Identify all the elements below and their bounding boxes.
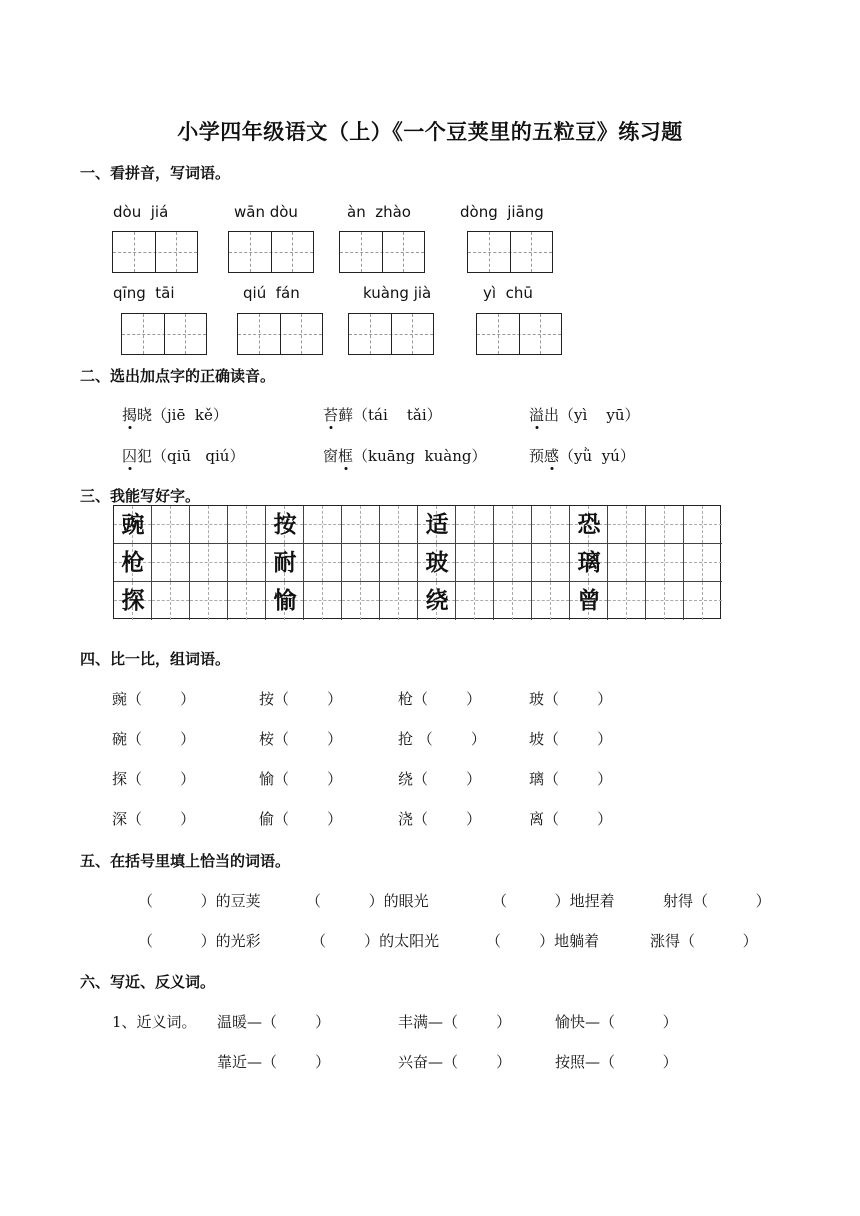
grid-cell[interactable] [380, 506, 418, 544]
grid-cell[interactable] [190, 582, 228, 620]
synonym-item: 兴奋—（ ） [398, 1053, 512, 1071]
reading-item: 预感（yǜ yú） [529, 447, 635, 465]
pinyin-label: wān dòu [234, 203, 298, 221]
model-character: 探 [121, 587, 145, 614]
grid-cell[interactable] [608, 506, 646, 544]
page-title: 小学四年级语文（上）《一个豆荚里的五粒豆》练习题 [177, 120, 683, 144]
grid-cell[interactable] [190, 544, 228, 582]
grid-cell[interactable] [646, 506, 684, 544]
compare-item: 桉（ ） [259, 730, 343, 748]
fill-item: 射得（ ） [663, 892, 771, 910]
grid-cell[interactable] [380, 582, 418, 620]
model-character: 恐 [577, 511, 601, 538]
fill-item: （ ）的眼光 [306, 892, 429, 910]
pinyin-label: qiú fán [243, 284, 300, 302]
reading-item: 窗框（kuāng kuàng） [323, 447, 487, 465]
pinyin-label: kuàng jià [363, 284, 432, 302]
grid-cell[interactable] [228, 506, 266, 544]
synonym-label: 1、近义词。 [112, 1013, 197, 1031]
grid-cell[interactable] [342, 506, 380, 544]
grid-cell[interactable] [646, 582, 684, 620]
fill-item: （ ）的太阳光 [311, 932, 440, 950]
section-5-heading: 五、在括号里填上恰当的词语。 [80, 852, 291, 870]
compare-item: 偷（ ） [259, 810, 343, 828]
compare-item: 玻（ ） [529, 690, 613, 708]
grid-cell[interactable] [532, 582, 570, 620]
model-character: 璃 [577, 549, 601, 576]
writing-box[interactable] [348, 313, 434, 355]
synonym-item: 温暖—（ ） [217, 1013, 331, 1031]
grid-cell[interactable] [494, 506, 532, 544]
compare-item: 豌（ ） [112, 690, 196, 708]
pinyin-label: qīng tāi [113, 284, 175, 302]
grid-cell[interactable] [152, 506, 190, 544]
section-1-heading: 一、看拼音，写词语。 [80, 164, 231, 182]
writing-box[interactable] [112, 231, 198, 273]
fill-item: （ ）的豆荚 [138, 892, 261, 910]
grid-cell[interactable] [228, 544, 266, 582]
compare-item: 浇（ ） [398, 810, 482, 828]
grid-cell[interactable] [608, 582, 646, 620]
section-2-heading: 二、选出加点字的正确读音。 [80, 367, 276, 385]
grid-cell[interactable] [684, 506, 722, 544]
compare-item: 坡（ ） [529, 730, 613, 748]
pinyin-label: àn zhào [347, 203, 411, 221]
compare-item: 枪（ ） [398, 690, 482, 708]
pinyin-label: dòng jiāng [460, 203, 544, 221]
pinyin-label: dòu jiá [113, 203, 169, 221]
grid-cell[interactable] [646, 544, 684, 582]
reading-item: 揭晓（jiē kě） [122, 406, 228, 424]
compare-item: 离（ ） [529, 810, 613, 828]
compare-item: 愉（ ） [259, 770, 343, 788]
pinyin-label: yì chū [483, 284, 533, 302]
grid-cell[interactable] [342, 544, 380, 582]
writing-box[interactable] [476, 313, 562, 355]
grid-cell[interactable] [684, 582, 722, 620]
model-character: 绕 [425, 587, 449, 614]
grid-cell[interactable] [494, 544, 532, 582]
compare-item: 碗（ ） [112, 730, 196, 748]
synonym-item: 丰满—（ ） [398, 1013, 512, 1031]
grid-cell[interactable] [456, 544, 494, 582]
grid-cell[interactable] [532, 506, 570, 544]
writing-box[interactable] [228, 231, 314, 273]
grid-cell[interactable] [684, 544, 722, 582]
section-3-heading: 三、我能写好字。 [80, 487, 201, 505]
model-character: 按 [273, 511, 297, 538]
synonym-item: 按照—（ ） [555, 1053, 678, 1071]
grid-cell[interactable] [456, 582, 494, 620]
writing-box[interactable] [237, 313, 323, 355]
grid-cell[interactable] [190, 506, 228, 544]
grid-cell[interactable] [342, 582, 380, 620]
compare-item: 抢 （ ） [398, 730, 486, 748]
model-character: 玻 [425, 549, 449, 576]
fill-item: 涨得（ ） [650, 932, 758, 950]
model-character: 耐 [273, 549, 297, 576]
fill-item: （ ）地捏着 [492, 892, 615, 910]
writing-box[interactable] [339, 231, 425, 273]
handwriting-grid[interactable] [113, 505, 721, 619]
grid-cell[interactable] [380, 544, 418, 582]
grid-cell[interactable] [304, 582, 342, 620]
writing-box[interactable] [467, 231, 553, 273]
model-character: 愉 [273, 587, 297, 614]
grid-cell[interactable] [608, 544, 646, 582]
grid-cell[interactable] [456, 506, 494, 544]
compare-item: 璃（ ） [529, 770, 613, 788]
reading-item: 苔藓（tái tǎi） [323, 406, 442, 424]
grid-cell[interactable] [304, 544, 342, 582]
compare-item: 探（ ） [112, 770, 196, 788]
grid-cell[interactable] [228, 582, 266, 620]
grid-cell[interactable] [152, 582, 190, 620]
grid-cell[interactable] [494, 582, 532, 620]
fill-item: （ ）的光彩 [138, 932, 261, 950]
model-character: 适 [425, 511, 449, 538]
synonym-item: 靠近—（ ） [217, 1053, 331, 1071]
section-6-heading: 六、写近、反义词。 [80, 973, 216, 991]
reading-item: 溢出（yì yū） [529, 406, 640, 424]
fill-item: （ ）地躺着 [486, 932, 600, 950]
model-character: 曾 [577, 587, 601, 614]
compare-item: 按（ ） [259, 690, 343, 708]
writing-box[interactable] [121, 313, 207, 355]
compare-item: 绕（ ） [398, 770, 482, 788]
section-4-heading: 四、比一比，组词语。 [80, 650, 231, 668]
grid-cell[interactable] [304, 506, 342, 544]
synonym-item: 愉快—（ ） [555, 1013, 678, 1031]
model-character: 枪 [121, 549, 145, 576]
grid-cell[interactable] [152, 544, 190, 582]
compare-item: 深（ ） [112, 810, 196, 828]
model-character: 豌 [121, 511, 145, 538]
grid-cell[interactable] [532, 544, 570, 582]
reading-item: 囚犯（qiū qiú） [122, 447, 245, 465]
